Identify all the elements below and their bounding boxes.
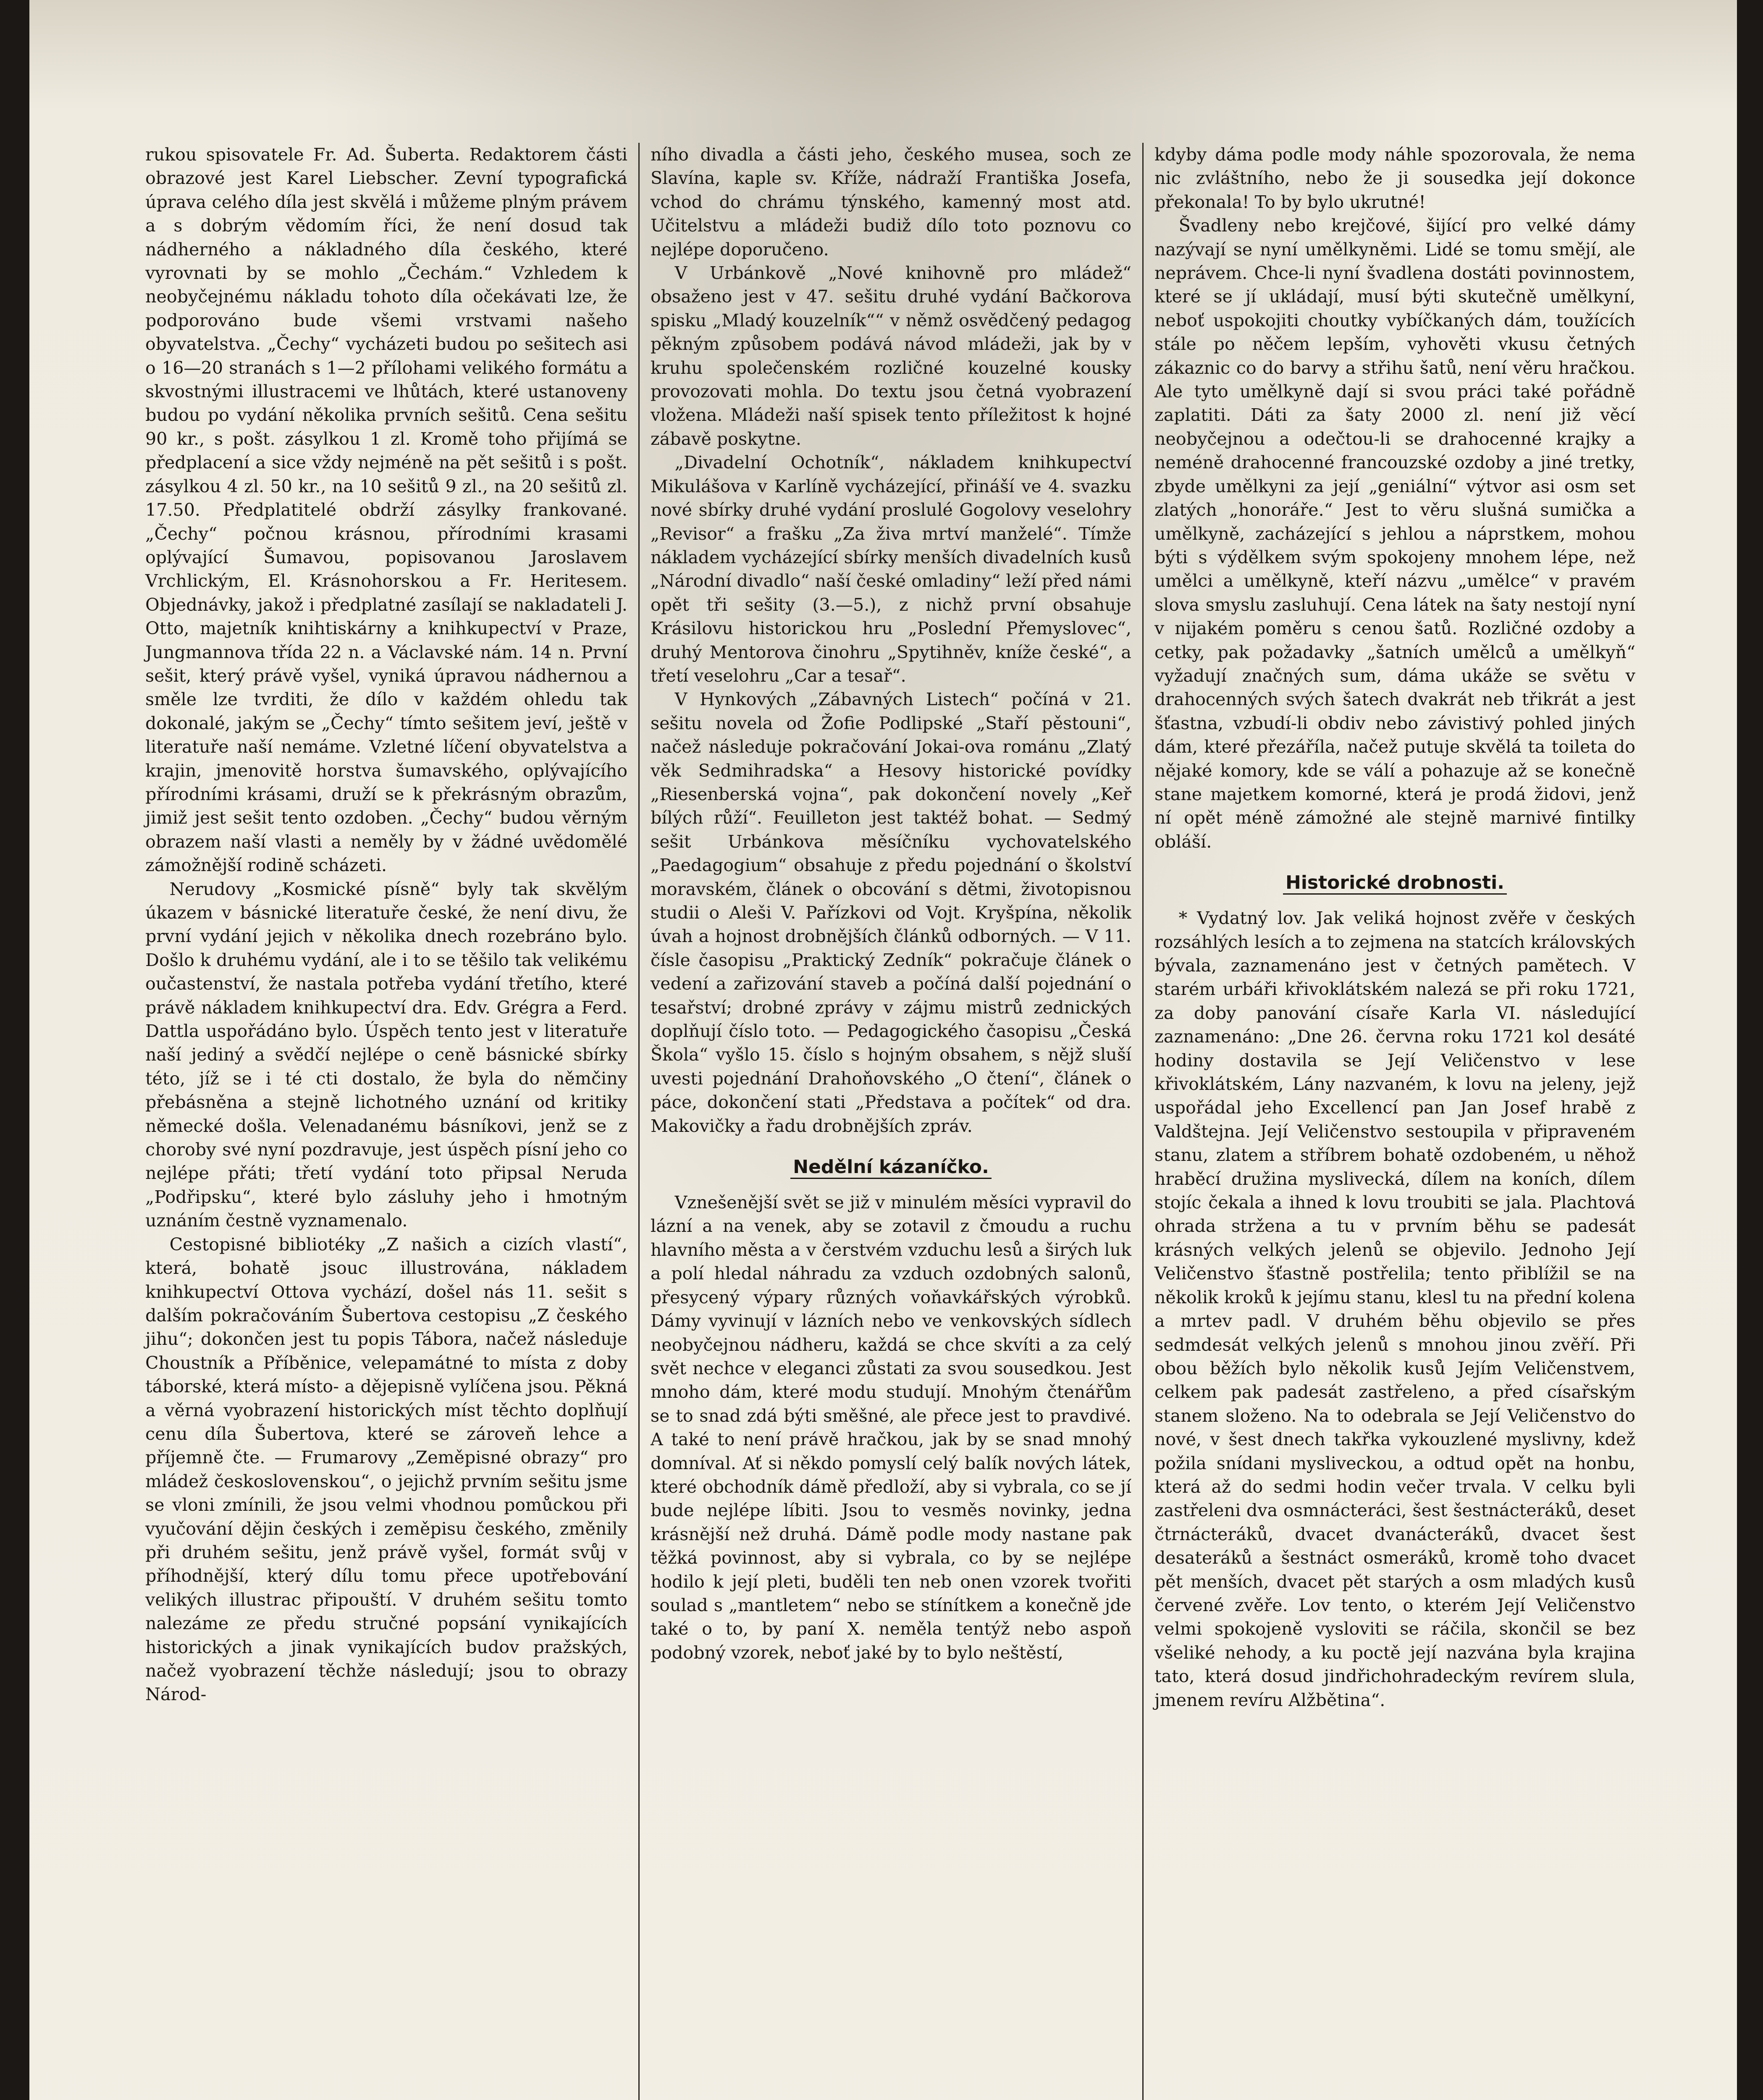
section-title-text: Nedělní kázaníčko. [790, 1156, 992, 1179]
paragraph: Švadleny nebo krejčové, šijící pro velké dámy nazývají se nyní umělkyněmi. Lidé se tomu smějí, ale neprávem. Chce-li nyní švadlena dostáti povinnostem, které se jí ukládají, musí býti skutečně umělkyní, neboť uspokojiti choutky vybíčkaných dám, toužících stále po něčem lepším, vyhověti vkusu četných zákaznic co do barvy a střihu šatů, není věru hračkou. Ale tyto umělkyně dají si svou práci také pořádně zaplatiti. Dáti za šaty 2000 zl. není již věcí neobyčejnou a odečtou-li se drahocenné krajky a neméně drahocenné francouzské ozdoby a jiné tretky, zbyde umělkyni za její „geniální“ výtvor asi osm set zlatých „honoráře.“ Jest to věru slušná sumička a umělkyně, zacházející s jehlou a náprstkem, mohou býti s výdělkem svým spokojeny mnohem lépe, než umělci a umělkyně, kteří názvu „umělce“ v pravém slova smyslu zasluhují. Cena látek na šaty nestojí nyní v nijakém poměru s cenou šatů. Rozličné ozdoby a cetky, pak požadavky „šatních umělců a umělkyň“ vyžadují značných sum, dáma ukáže se světu v drahocenných svých šatech dvakrát neb třikrát a jest šťastna, vzbudí-li obdiv nebo závistivý pohled jiných dám, které přezáříla, načež putuje skvělá ta toileta do nějaké komory, kde se válí a pohazuje až se konečně stane majetkem komorné, která je prodá židovi, jenž ní opět méně zámožné ale stejně marnivé fintilky obláší. [1154, 215, 1635, 852]
section-title-text: Historické drobnosti. [1283, 872, 1507, 895]
paragraph: ního divadla a části jeho, českého musea, soch ze Slavína, kaple sv. Kříže, nádraží Františka Josefa, vchod do chrámu týnského, kamenný most atd. Učitelstvu a mládeži budiž dílo toto poznovu co nejlépe doporučeno. [651, 144, 1131, 260]
paragraph: Vznešenější svět se již v minulém měsíci vypravil do lázní a na venek, aby se zotavil z čmoudu a ruchu hlavního města a v čerstvém vzduchu lesů a širých luk a polí hledal náhradu za vzduch ozdobných salonů, přesycený výpary různých voňavkářských výrobků. Dámy vyvinují v lázních nebo ve venkovských sídlech neobyčejnou nádheru, každá se chce skvíti a za celý svět nechce v eleganci zůstati za svou sousedkou. Jest mnoho dám, které modu studují. Mnohým čtenářům se to snad zdá býti směšné, ale přece jest to pravdivé. A také to není právě hračkou, jak by se snad mnohý domníval. Ať si někdo pomyslí celý balík nových látek, které obchodník dámě předloží, aby si vybrala, co se jí bude nejlépe líbiti. Jsou to vesměs novinky, jedna krásnější než druhá. Dámě podle mody nastane pak těžká povinnost, aby si vybrala, co by se nejlépe hodilo k její pleti, buděli ten neb onen vzorek tvořiti soulad s „mantletem“ nebo se stínítkem a konečně jde také o to, by paní X. neměla tentýž nebo aspoň podobný vzorek, neboť jaké by to bylo neštěstí, [651, 1192, 1131, 1663]
paragraph: kdyby dáma podle mody náhle spozorovala, že nema nic zvláštního, nebo že ji sousedka její dokonce překonala! To by bylo ukrutné! [1154, 144, 1635, 212]
column-3 [1142, 143, 1646, 2100]
paragraph: Cestopisné bibliotéky „Z našich a cizích vlastí“, která, bohatě jsouc illustrována, nákladem knihkupectví Ottova vychází, došel nás 11. sešit s dalším pokračováním Šubertova cestopisu „Z českého jihu“; dokončen jest tu popis Tábora, načež následuje Choustník a Příběnice, velepamátné to místa z doby táborské, která místo- a dějepisně vylíčena jsou. Pěkná a věrná vyobrazení historických míst těchto doplňují cenu díla Šubertova, které se zároveň lehce a příjemně čte. — Frumarovy „Zeměpisné obrazy“ pro mládež československou“, o jejichž prvním sešitu jsme se vloni zmínili, že jsou velmi vhodnou pomůckou při vyučování dějin českých i zeměpisu českého, změnily při druhém sešitu, jenž právě vyšel, formát svůj v příhodnější, který dílu tomu přece upotřebování velikých illustrac připouští. V druhém sešitu tomto nalezáme ze předu stručné popsání vynikajících historických a jinak vynikajících budov pražských, načež vyobrazení těchže následují; jsou to obrazy Národ- [145, 1234, 627, 1705]
paragraph: V Hynkových „Zábavných Listech“ počíná v 21. sešitu novela od Žofie Podlipské „Staří pěstouni“, načež následuje pokračování Jokai-ova románu „Zlatý věk Sedmihradska“ a Hesovy historické povídky „Riesenberská vojna“, pak dokončení novely „Keř bílých růží“. Feuilleton jest taktéž bohat. — Sedmý sešit Urbánkova měsíčníku vychovatelského „Paedagogium“ obsahuje z předu pojednání o školství moravském, článek o obcování s dětmi, životopisnou studii o Aleši V. Pařízkovi od Vojt. Kryšpína, několik úvah a hojnost drobnějších článků odborných. — V 11. čísle časopisu „Praktický Zedník“ pokračuje článek o vedení a zařizování staveb a počíná další pojednání o tesařství; drobné zprávy v zájmu mistrů zednických doplňují číslo toto. — Pedagogického časopisu „Česká Škola“ vyšlo 15. číslo s hojným obsahem, s nějž sluší uvesti pojednání Drahoňovského „O čtení“, článek o páce, dokončení stati „Představa a počítek“ od dra. Makovičky a řadu drobnějších zpráv. [651, 689, 1131, 1136]
column-1 [134, 143, 638, 2100]
paragraph: Nerudovy „Kosmické písně“ byly tak skvělým úkazem v básnické literatuře české, že není divu, že první vydání jejich v několika dnech rozebráno bylo. Došlo k druhému vydání, ale i to se těšilo tak velikému oučastenství, že nastala potřeba vydání třetího, které právě nákladem knihkupectví dra. Edv. Grégra a Ferd. Dattla uspořádáno bylo. Úspěch tento jest v literatuře naší jediný a svědčí nejlépe o ceně básnické sbírky této, jíž se i té cti dostalo, že byla do němčiny přebásněna a stejně lichotného uznání od kritiky německé došla. Velenadanému básníkovi, jenž se z choroby své nyní pozdravuje, jest úspěch písní jeho co nejlépe přáti; třetí vydání toto připsal Neruda „Podřipsku“, které bylo zásluhy jeho i hmotným uznáním čestně vyznamenalo. [145, 879, 627, 1231]
column-2 [638, 143, 1142, 2100]
paragraph: rukou spisovatele Fr. Ad. Šuberta. Redaktorem části obrazové jest Karel Liebscher. Zevní typografická úprava celého díla jest skvělá i můžeme plným právem a s dobrým vědomím říci, že není dosud tak nádherného a nákladného díla českého, které vyrovnati by se mohlo „Čechám.“ Vzhledem k neobyčejnému nákladu tohoto díla očekávati lze, že podporováno bude všemi vrstvami našeho obyvatelstva. „Čechy“ vycházeti budou po sešitech asi o 16—20 stranách s 1—2 přílohami velikého formátu a skvostnými illustracemi ve lhůtách, které ustanoveny budou po vydání několika prvních sešitů. Cena sešitu 90 kr., s pošt. zásylkou 1 zl. Kromě toho přijímá se předplacení a sice vždy nejméně na pět sešitů i s pošt. zásylkou 4 zl. 50 kr., na 10 sešitů 9 zl., na 20 sešitů zl. 17.50. Předplatitelé obdrží zásylky frankované. „Čechy“ počnou krásnou, přírodními krasami oplývající Šumavou, popisovanou Jaroslavem Vrchlickým, El. Krásnohorskou a Fr. Heritesem. Objednávky, jakož i předplatné zasílají se nakladateli J. Otto, majetník knihtiskárny a knihkupectví v Praze, Jungmannova třída 22 n. a Václavské nám. 14 n. První sešit, který právě vyšel, vyniká úpravou nádhernou a směle lze tvrditi, že dílo v každém ohledu tak dokonalé, jakým se „Čechy“ tímto sešitem jeví, ještě v literatuře naší nemáme. Vzletné líčení obyvatelstva a krajin, jmenovitě horstva šumavského, oplývajícího přírodními krásami, druží se k překrásným obrazům, jimiž jest sešit tento ozdoben. „Čechy“ budou věrným obrazem naší vlasti a neměly by v žádné uvědomělé zámožnější rodině scházeti. [145, 144, 627, 876]
section-title [651, 1155, 1131, 1180]
paragraph: * Vydatný lov. Jak veliká hojnost zvěře v českých rozsáhlých lesích a to zejmena na statcích královských bývala, zaznamenáno jest v četných pamětech. V starém urbáři křivoklátském nalezá se při roku 1721, za doby panování císaře Karla VI. následující zaznamenáno: „Dne 26. června roku 1721 kol desáté hodiny dostavila se Její Veličenstvo v lese křivoklátském, Lány nazvaném, k lovu na jeleny, jejž uspořádal jeho Excellencí pan Jan Josef hrabě z Valdštejna. Její Veličenstvo sestoupila v připraveném stanu, zlatem a stříbrem bohatě ozdobeném, u něhož hraběcí družina myslivecká, dílem na koních, dílem stojíc čekala a ihned k lovu troubiti se jala. Plachtová ohrada stržena a tu v prvním běhu se padesát krásných velkých jelenů se objevilo. Jednoho Její Veličenstvo šťastně postřelila; tento přiblížil se na několik kroků k jejímu stanu, klesl tu na přední kolena a mrtev padl. V druhém běhu objevilo se přes sedmdesát velkých jelenů s mnohou jinou zvěří. Při obou běžích bylo několik kusů Jejím Veličenstvem, celkem pak padesát zastřeleno, a před císařským stanem složeno. Na to odebrala se Její Veličenstvo do nové, v šest dnech takřka vykouzlené myslivny, kdež požila snídani mysliveckou, a odtud opět na honbu, která až do sedmi hodin večer trvala. V celku byli zastřeleni dva osmnácteráci, šest šestnácteráků, deset čtrnácteráků, dvacet dvanácteráků, dvacet šest desateráků a šestnáct osmeráků, kromě toho dvacet pět menších, dvacet pět starých a osm mladých kusů červené zvěře. Lov tento, o kterém Její Veličenstvo velmi spokojeně vysloviti se ráčila, skončil se bez všeliké nehody, a ku poctě její nazvána byla krajina tato, která dosud jindřichohradeckým revírem slula, jmenem revíru Alžbětina“. [1154, 908, 1635, 1710]
scan-edge-right [1737, 0, 1763, 2100]
paragraph: V Urbánkově „Nové knihovně pro mládež“ obsaženo jest v 47. sešitu druhé vydání Bačkorova spisku „Mladý kouzelník““ v němž osvědčený pedagog pěkným způsobem podává návod mládeži, jak by v kruhu společenském rozličné kouzelné kousky provozovati mohla. Do textu jsou četná vyobrazení vložena. Mládeži naší spisek tento příležitost k hojné zábavě poskytne. [651, 263, 1131, 449]
section-title [1154, 870, 1635, 895]
text-columns [134, 143, 1663, 2100]
scan-edge-left [0, 0, 29, 2100]
paragraph: „Divadelní Ochotník“, nákladem knihkupectví Mikulášova v Karlíně vycházející, přináší ve 4. svazku nové sbírky druhé vydání proslulé Gogolovy veselohry „Revisor“ a frašku „Za živa mrtví manželé“. Tímže nákladem vycházející sbírky menších divadelních kusů „Národní divadlo“ naší české omladiny“ leží před námi opět tři sešity (3.—5.), z nichž první obsahuje Krásilovu historickou hru „Poslední Přemyslovec“, druhý Mentorova činohru „Spytihněv, kníže české“, a třetí veselohru „Car a tesař“. [651, 452, 1131, 686]
